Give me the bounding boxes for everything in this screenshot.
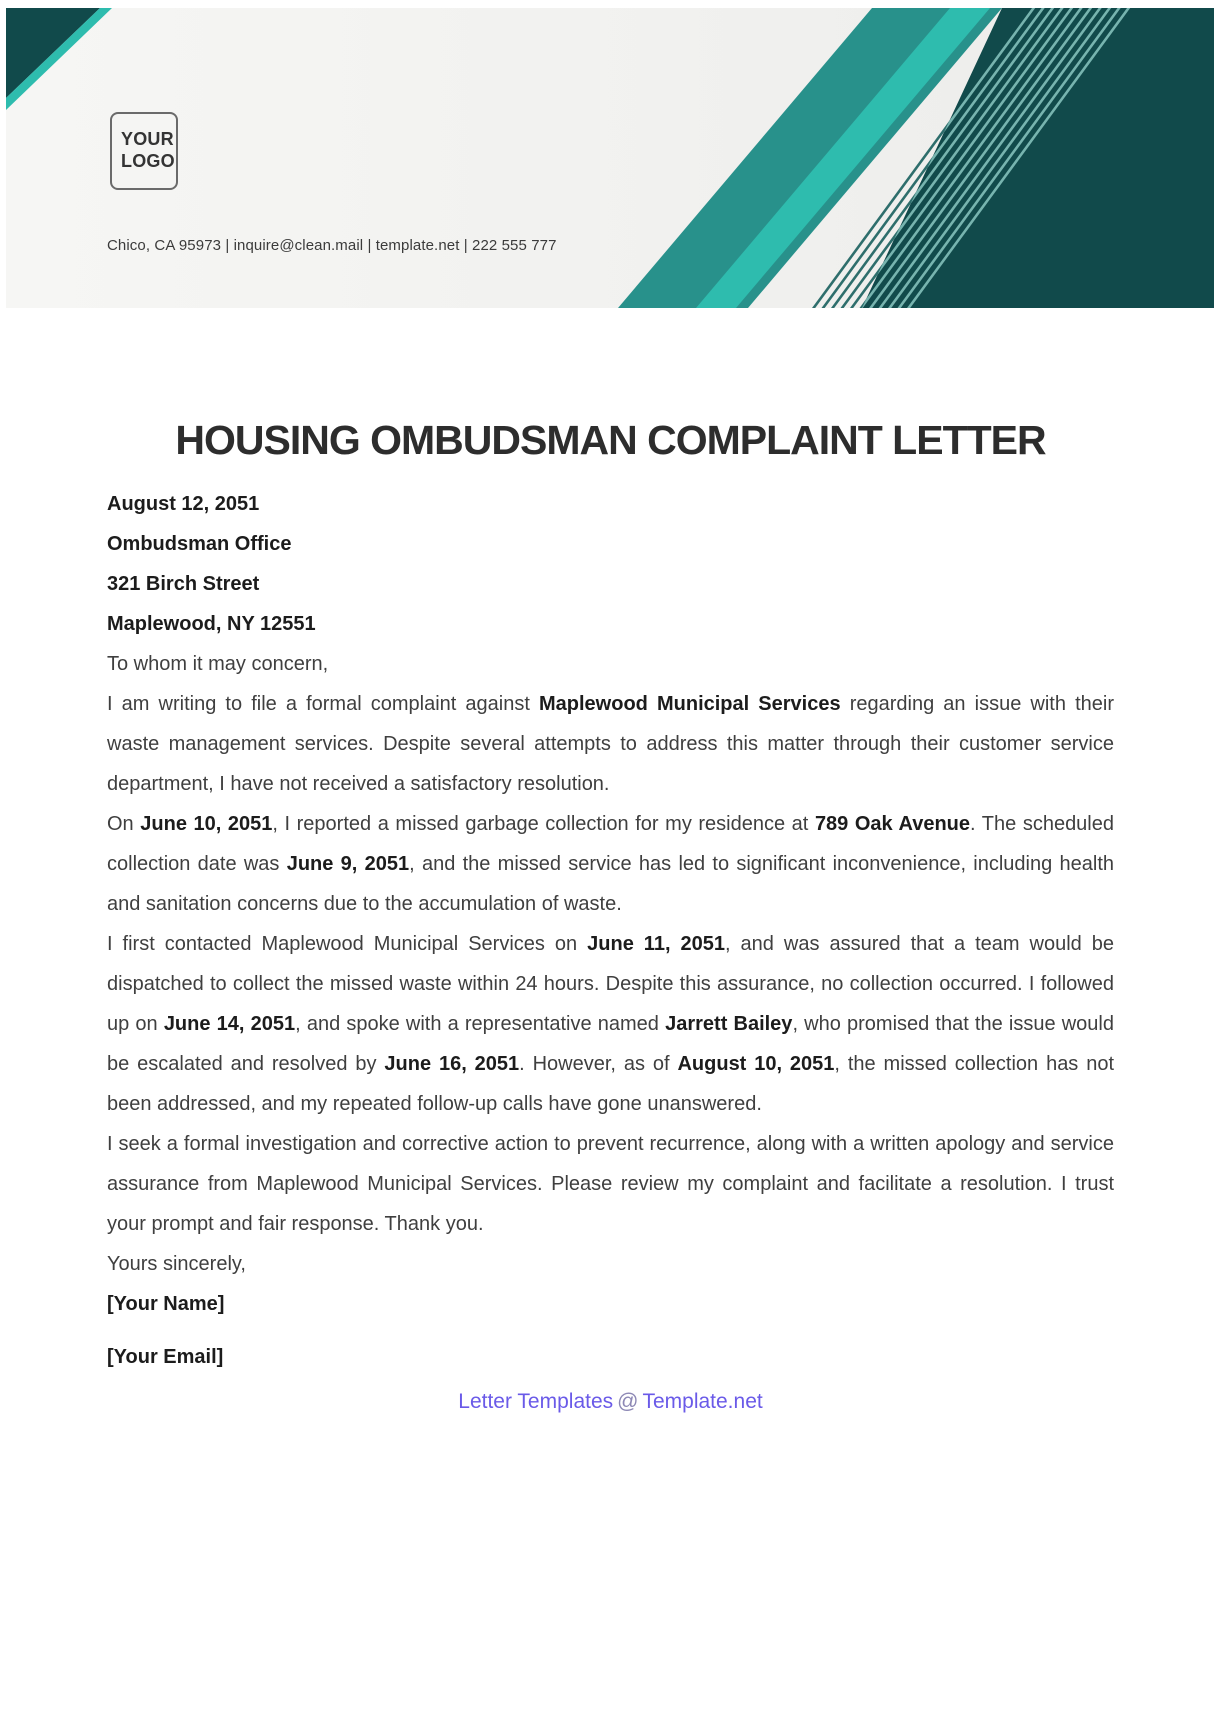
letter-line: To whom it may concern, — [107, 653, 329, 675]
logo-text-line2: LOGO — [121, 151, 175, 171]
letter-line: [Your Email] — [107, 1346, 224, 1368]
letter-title: HOUSING OMBUDSMAN COMPLAINT LETTER — [175, 417, 1046, 463]
letter-paragraph: I am writing to file a formal complaint against Maplewood Municipal Services regarding an issue with their waste management services. Despite several attempts to address this matter through their customer service department, I have not received a satisfactory resolution. — [107, 693, 1114, 795]
header-graphic — [6, 8, 1214, 308]
letter-line: Maplewood, NY 12551 — [107, 613, 316, 635]
header-band — [6, 8, 1214, 308]
letter-line: Yours sincerely, — [107, 1253, 246, 1275]
contact-info: Chico, CA 95973 | inquire@clean.mail | template.net | 222 555 777 — [107, 237, 557, 254]
letter-paragraph: I seek a formal investigation and corrective action to prevent recurrence, along with a written apology and service assurance from Maplewood Municipal Services. Please review my complaint and facilitate a resolution. I trust your prompt and fair response. Thank you. — [107, 1133, 1114, 1235]
logo-text-line1: YOUR — [121, 129, 174, 150]
footer-credit — [107, 1388, 1114, 1416]
letter-paragraph: I first contacted Maplewood Municipal Services on June 11, 2051, and was assured that a team would be dispatched to collect the missed waste within 24 hours. Despite this assurance, no collection occurred. I followed up on June 14, 2051, and spoke with a representative named Jarrett Bailey, who promised that the issue would be escalated and resolved by June 16, 2051. However, as of August 10, 2051, the missed collection has not been addressed, and my repeated follow-up calls have gone unanswered. — [107, 933, 1115, 1115]
template-net-link[interactable]: Template.net — [642, 1390, 763, 1413]
letter-line: 321 Birch Street — [107, 573, 260, 595]
letter-templates-link[interactable]: Letter Templates — [458, 1390, 614, 1413]
letter-line: August 12, 2051 — [107, 493, 260, 515]
letter-paragraph: On June 10, 2051, I reported a missed garbage collection for my residence at 789 Oak Avenue. The scheduled collection date was June 9, 2051, and the missed service has led to significant inconvenience, including health and sanitation concerns due to the accumulation of waste. — [107, 813, 1114, 915]
letter-body — [107, 484, 1114, 1377]
brand-logo-box — [110, 112, 178, 190]
footer-separator: @ — [617, 1390, 639, 1413]
letter-line: Ombudsman Office — [107, 533, 292, 555]
letter-document — [107, 418, 1114, 1377]
letter-line: [Your Name] — [107, 1293, 225, 1315]
